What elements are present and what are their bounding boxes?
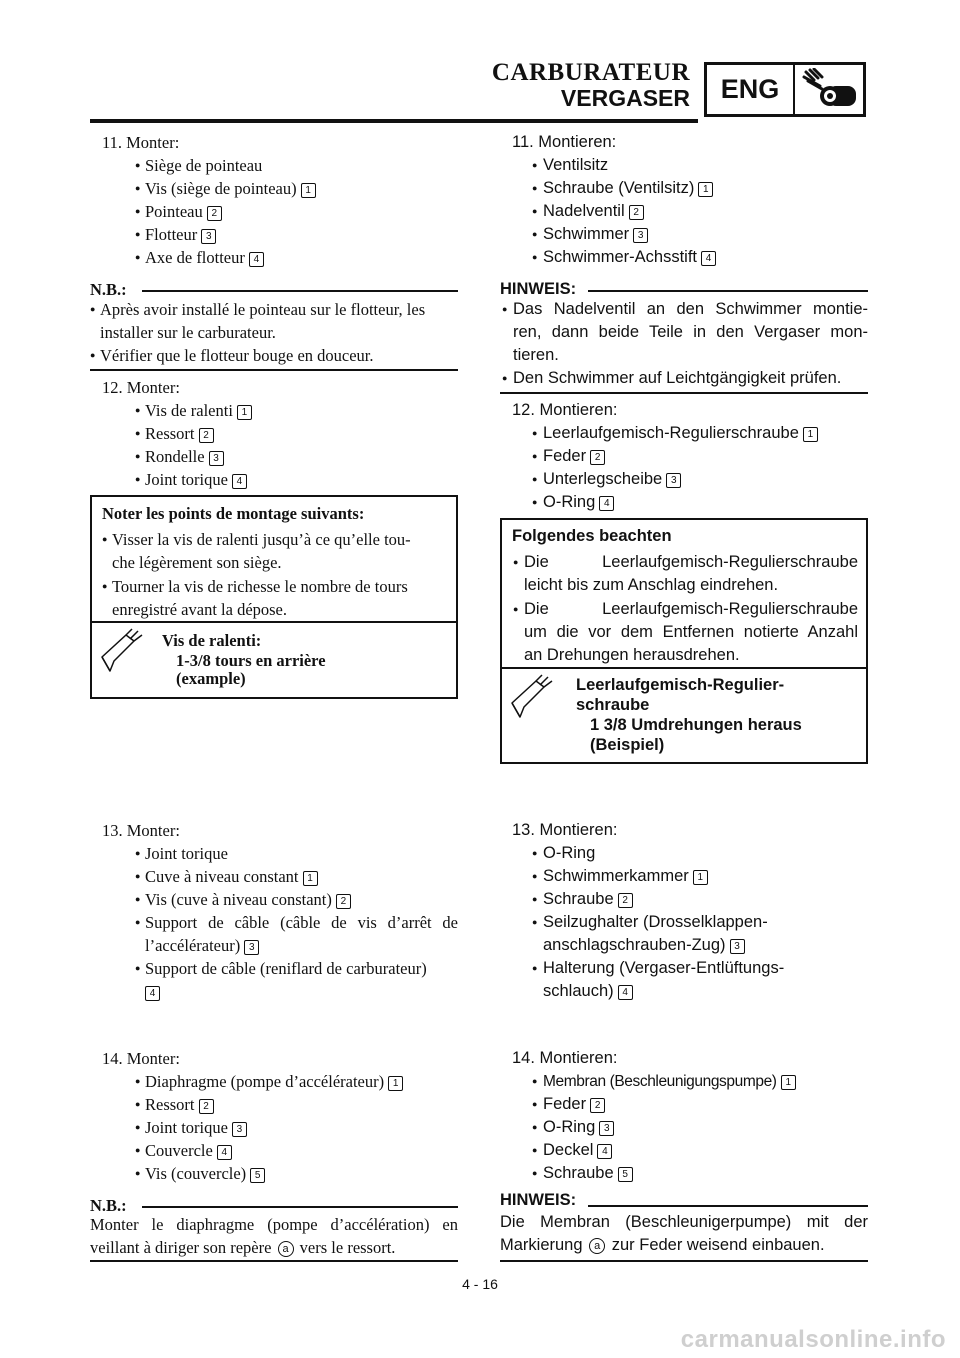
list-item: ● Ventilsitz <box>543 154 608 177</box>
list-item: ● Vis de ralenti 1 <box>145 399 252 422</box>
box-item: ● Die Leerlaufgemisch-Regulierschraube <box>524 551 858 574</box>
step-11-title: 11. Monter: <box>102 133 180 152</box>
note-item: ● Den Schwimmer auf Leichtgängigkeit prüfen. <box>513 367 841 390</box>
title-german: VERGASER <box>560 85 690 111</box>
folgendes-beachten-box <box>500 518 868 764</box>
box-continuation: che légèrement son siège. <box>112 553 282 572</box>
step-12-title: 12. Monter: <box>102 378 180 397</box>
note-end-rule <box>500 1260 868 1262</box>
list-item: ● Schwimmer 3 <box>543 223 648 246</box>
wrench-icon <box>96 627 154 684</box>
list-item: ● Leerlaufgemisch-Regulierschraube 1 <box>543 422 818 445</box>
note-continuation: ren, dann beide Teile in den Vergaser mon- <box>513 323 868 341</box>
step-13-title: 13. Monter: <box>102 821 180 840</box>
note-text: Markierung a zur Feder weisend einbauen. <box>500 1236 825 1254</box>
list-item: ● Joint torique <box>145 842 228 865</box>
note-label: N.B.: <box>90 1196 127 1215</box>
box-item: ● Visser la vis de ralenti jusqu’à ce qu’elle tou- <box>112 528 411 551</box>
note-rule <box>142 1206 458 1208</box>
box-heading: Folgendes beachten <box>512 527 672 545</box>
list-continuation: schlauch) 4 <box>543 980 633 1003</box>
list-item: ● Membran (Beschleunigungspumpe) 1 <box>543 1070 796 1093</box>
list-continuation: anschlagschrauben-Zug) 3 <box>543 934 745 957</box>
list-item: ● Feder 2 <box>543 1093 605 1116</box>
mounting-notes-box <box>90 495 458 699</box>
step-13-title: 13. Montieren: <box>512 821 618 839</box>
list-item: ● Siège de pointeau <box>145 154 262 177</box>
box-continuation: leicht bis zum Anschlag eindrehen. <box>524 576 779 594</box>
spec-title: Leerlaufgemisch-Regulier- <box>576 676 785 694</box>
step-14-title: 14. Montieren: <box>512 1049 618 1067</box>
section-badge-label: ENG <box>707 65 795 114</box>
list-item: ● Joint torique 3 <box>145 1116 247 1139</box>
note-rule <box>588 290 868 292</box>
note-label: HINWEIS: <box>500 280 577 298</box>
list-item: ● Seilzughalter (Drosselklappen- <box>543 911 768 934</box>
list-item: ● Unterlegscheibe 3 <box>543 468 681 491</box>
watermark: carmanualsonline.info <box>680 1326 946 1353</box>
list-item: ● Nadelventil 2 <box>543 200 644 223</box>
box-continuation: an Drehungen herausdrehen. <box>524 646 740 664</box>
list-item: ● Support de câble (reniflard de carburateur) <box>145 957 427 980</box>
note-item: ● Das Nadelventil an den Schwimmer montie- <box>513 298 868 321</box>
list-item: ● Vis (cuve à niveau constant) 2 <box>145 888 351 911</box>
box-heading: Noter les points de montage suivants: <box>102 504 365 523</box>
box-continuation: um die vor dem Entfernen notierte Anzahl <box>524 623 858 641</box>
list-item: ● O-Ring 4 <box>543 491 614 514</box>
list-continuation: l’accélérateur) 3 <box>145 934 259 957</box>
note-text: Monter le diaphragme (pompe d’accélération) en <box>90 1215 458 1234</box>
list-item: ● Schraube 2 <box>543 888 633 911</box>
list-item: ● Rondelle 3 <box>145 445 224 468</box>
note-rule <box>142 290 458 292</box>
spec-title: Vis de ralenti: <box>162 631 262 650</box>
list-item: ● Vis (siège de pointeau) 1 <box>145 177 316 200</box>
step-12-title: 12. Montieren: <box>512 401 618 419</box>
list-item: ● Schwimmer-Achsstift 4 <box>543 246 716 269</box>
note-end-rule <box>500 392 868 394</box>
list-item: ● Schwimmerkammer 1 <box>543 865 708 888</box>
box-item: ● Die Leerlaufgemisch-Regulierschraube <box>524 598 858 621</box>
note-continuation: installer sur le carburateur. <box>100 323 276 342</box>
section-title <box>492 60 690 110</box>
mark-a: a <box>589 1238 605 1254</box>
list-continuation: 4 <box>141 980 160 1003</box>
box-item: ● Tourner la vis de richesse le nombre de tours <box>112 575 408 598</box>
spec-value: 1-3/8 tours en arrière <box>176 651 326 670</box>
list-item: ● Flotteur 3 <box>145 223 216 246</box>
list-item: ● Ressort 2 <box>145 1093 214 1116</box>
wrench-icon <box>506 673 564 730</box>
list-item: ● Schraube (Ventilsitz) 1 <box>543 177 713 200</box>
note-rule <box>588 1205 868 1207</box>
list-item: ● Halterung (Vergaser-Entlüftungs- <box>543 957 784 980</box>
step-14-title: 14. Monter: <box>102 1049 180 1068</box>
list-item: ● Diaphragme (pompe d’accélérateur) 1 <box>145 1070 403 1093</box>
list-item: ● Cuve à niveau constant 1 <box>145 865 318 888</box>
spec-note: (example) <box>176 669 246 688</box>
note-label: N.B.: <box>90 280 127 299</box>
list-item: ● O-Ring 3 <box>543 1116 614 1139</box>
page-number: 4 - 16 <box>462 1276 498 1292</box>
list-item: ● Axe de flotteur 4 <box>145 246 264 269</box>
note-text: Die Membran (Beschleunigerpumpe) mit der <box>500 1213 868 1231</box>
list-item: ● Feder 2 <box>543 445 605 468</box>
note-end-rule <box>90 369 458 371</box>
list-item: ● Schraube 5 <box>543 1162 633 1185</box>
step-11-title: 11. Montieren: <box>512 133 617 151</box>
spec-value: 1 3/8 Umdrehungen heraus <box>590 716 802 734</box>
note-item: ● Vérifier que le flotteur bouge en douceur. <box>100 344 374 367</box>
box-continuation: enregistré avant la dépose. <box>112 600 288 619</box>
list-item: ● Joint torique 4 <box>145 468 247 491</box>
title-french: CARBURATEUR <box>491 59 690 86</box>
list-item: ● O-Ring <box>543 842 595 865</box>
box-separator <box>92 621 456 623</box>
note-end-rule <box>90 1260 458 1262</box>
list-item: ● Couvercle 4 <box>145 1139 232 1162</box>
spec-note: (Beispiel) <box>590 736 665 754</box>
engine-spring-icon <box>795 65 863 114</box>
header-rule <box>90 119 698 123</box>
section-badge <box>704 62 866 117</box>
note-text: veillant à diriger son repère a vers le ressort. <box>90 1238 396 1257</box>
list-item: ● Vis (couvercle) 5 <box>145 1162 265 1185</box>
box-separator <box>502 667 866 669</box>
note-item: ● Après avoir installé le pointeau sur le flotteur, les <box>100 298 425 321</box>
mark-a: a <box>278 1241 294 1257</box>
spec-title: schraube <box>576 696 650 714</box>
list-item: ● Pointeau 2 <box>145 200 222 223</box>
list-item: ● Deckel 4 <box>543 1139 612 1162</box>
note-label: HINWEIS: <box>500 1191 577 1209</box>
note-continuation: tieren. <box>513 346 559 364</box>
list-item: ● Ressort 2 <box>145 422 214 445</box>
list-item: ● Support de câble (câble de vis d’arrêt de <box>145 911 458 934</box>
